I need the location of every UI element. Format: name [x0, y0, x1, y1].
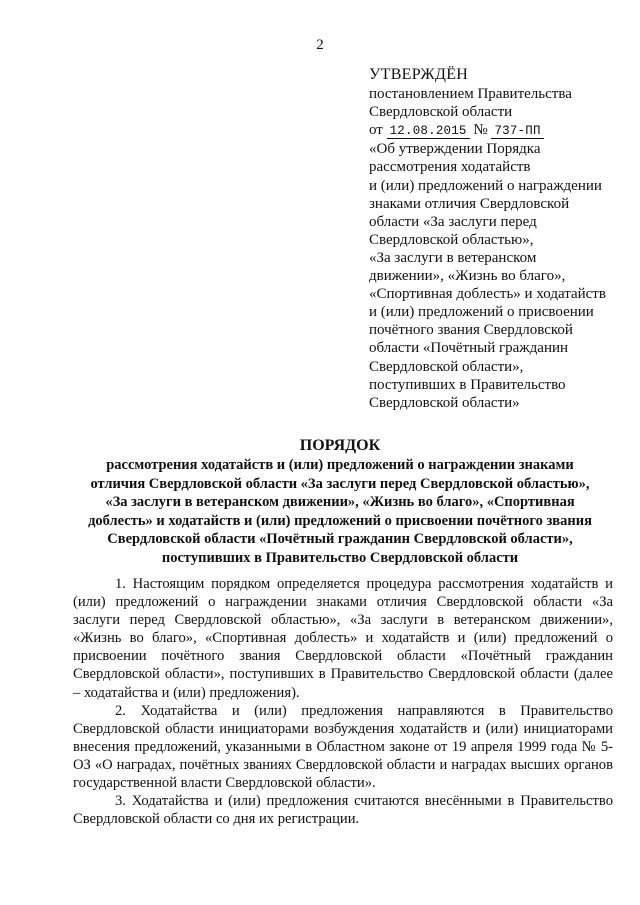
- approval-name-line: и (или) предложений о присвоении: [369, 304, 594, 321]
- approval-title: УТВЕРЖДЁН: [369, 66, 469, 83]
- approval-name-line: знаками отличия Свердловской: [369, 195, 570, 212]
- paragraph-2: 2. Ходатайства и (или) предложения направляются в Правительство Свердловской области инициаторами возбуждения ходатайств и (или) инициаторами внесения предложений, указанными в Областном законе от 19 апреля 1999 года № 5-ОЗ «О наградах, почётных званиях Свердловской области и наградах высших органов государственной власти Свердловской области».: [73, 702, 613, 792]
- approval-name-line: Свердловской областью»,: [369, 231, 534, 248]
- approval-date: 12.08.2015: [387, 124, 470, 139]
- heading-subtitle-line: поступивших в Правительство Свердловской области: [161, 549, 519, 566]
- approval-date-line: [369, 121, 629, 140]
- heading-subtitle-line: отличия Свердловской области «За заслуги перед Свердловской областью»,: [90, 475, 590, 492]
- approval-number: 737-ПП: [491, 124, 543, 139]
- approval-name-line: области «Почётный гражданин: [369, 340, 569, 357]
- document-body: [73, 575, 613, 828]
- approval-name-line: «За заслуги в ветеранском: [369, 249, 537, 266]
- heading-subtitle-line: Свердловской области «Почётный гражданин Свердловской области»,: [107, 531, 573, 548]
- approval-name-line: «Спортивная доблесть» и ходатайств: [369, 286, 606, 303]
- paragraph-1: 1. Настоящим порядком определяется процедура рассмотрения ходатайств и (или) предложений о награждении знаками отличия Свердловской области «За заслуги перед Свердловской областью», «За заслуги в ветеранском движении», «Жизнь во благо», «Спортивная доблесть» и ходатайств и (или) предложений о присвоении почётного звания Свердловской области «Почётный гражданин Свердловской области», поступивших в Правительство Свердловской области (далее – ходатайства и (или) предложения).: [73, 576, 613, 701]
- approval-block: [369, 66, 629, 412]
- heading-subtitle-line: «За заслуги в ветеранском движении», «Жизнь во благо», «Спортивная: [105, 494, 575, 511]
- approval-by: постановлением Правительства: [369, 86, 572, 103]
- approval-region: Свердловской области: [369, 104, 513, 121]
- date-prefix: от: [369, 122, 383, 139]
- paragraph-3: 3. Ходатайства и (или) предложения считаются внесёнными в Правительство Свердловской области со дня их регистрации.: [73, 793, 613, 828]
- heading-subtitle-line: рассмотрения ходатайств и (или) предложений о награждении знаками: [106, 457, 574, 473]
- heading-title: ПОРЯДОК: [299, 437, 381, 454]
- page-number: 2: [316, 37, 324, 53]
- approval-name-line: и (или) предложений о награждении: [369, 177, 602, 194]
- approval-name-line: «Об утверждении Порядка: [369, 141, 541, 158]
- document-heading: [60, 436, 620, 568]
- approval-name-line: рассмотрения ходатайств: [369, 159, 531, 176]
- approval-name-line: Свердловской области»,: [369, 358, 524, 375]
- number-sign: №: [473, 122, 488, 139]
- approval-name-line: поступивших в Правительство: [369, 376, 566, 393]
- approval-name-line: почётного звания Свердловской: [369, 322, 573, 339]
- approval-name-line: Свердловской области»: [369, 394, 520, 411]
- approval-name-line: области «За заслуги перед: [369, 213, 537, 230]
- heading-subtitle-line: доблесть» и ходатайств и (или) предложений о присвоении почётного звания: [88, 512, 592, 529]
- approval-name-line: движении», «Жизнь во благо»,: [369, 268, 566, 285]
